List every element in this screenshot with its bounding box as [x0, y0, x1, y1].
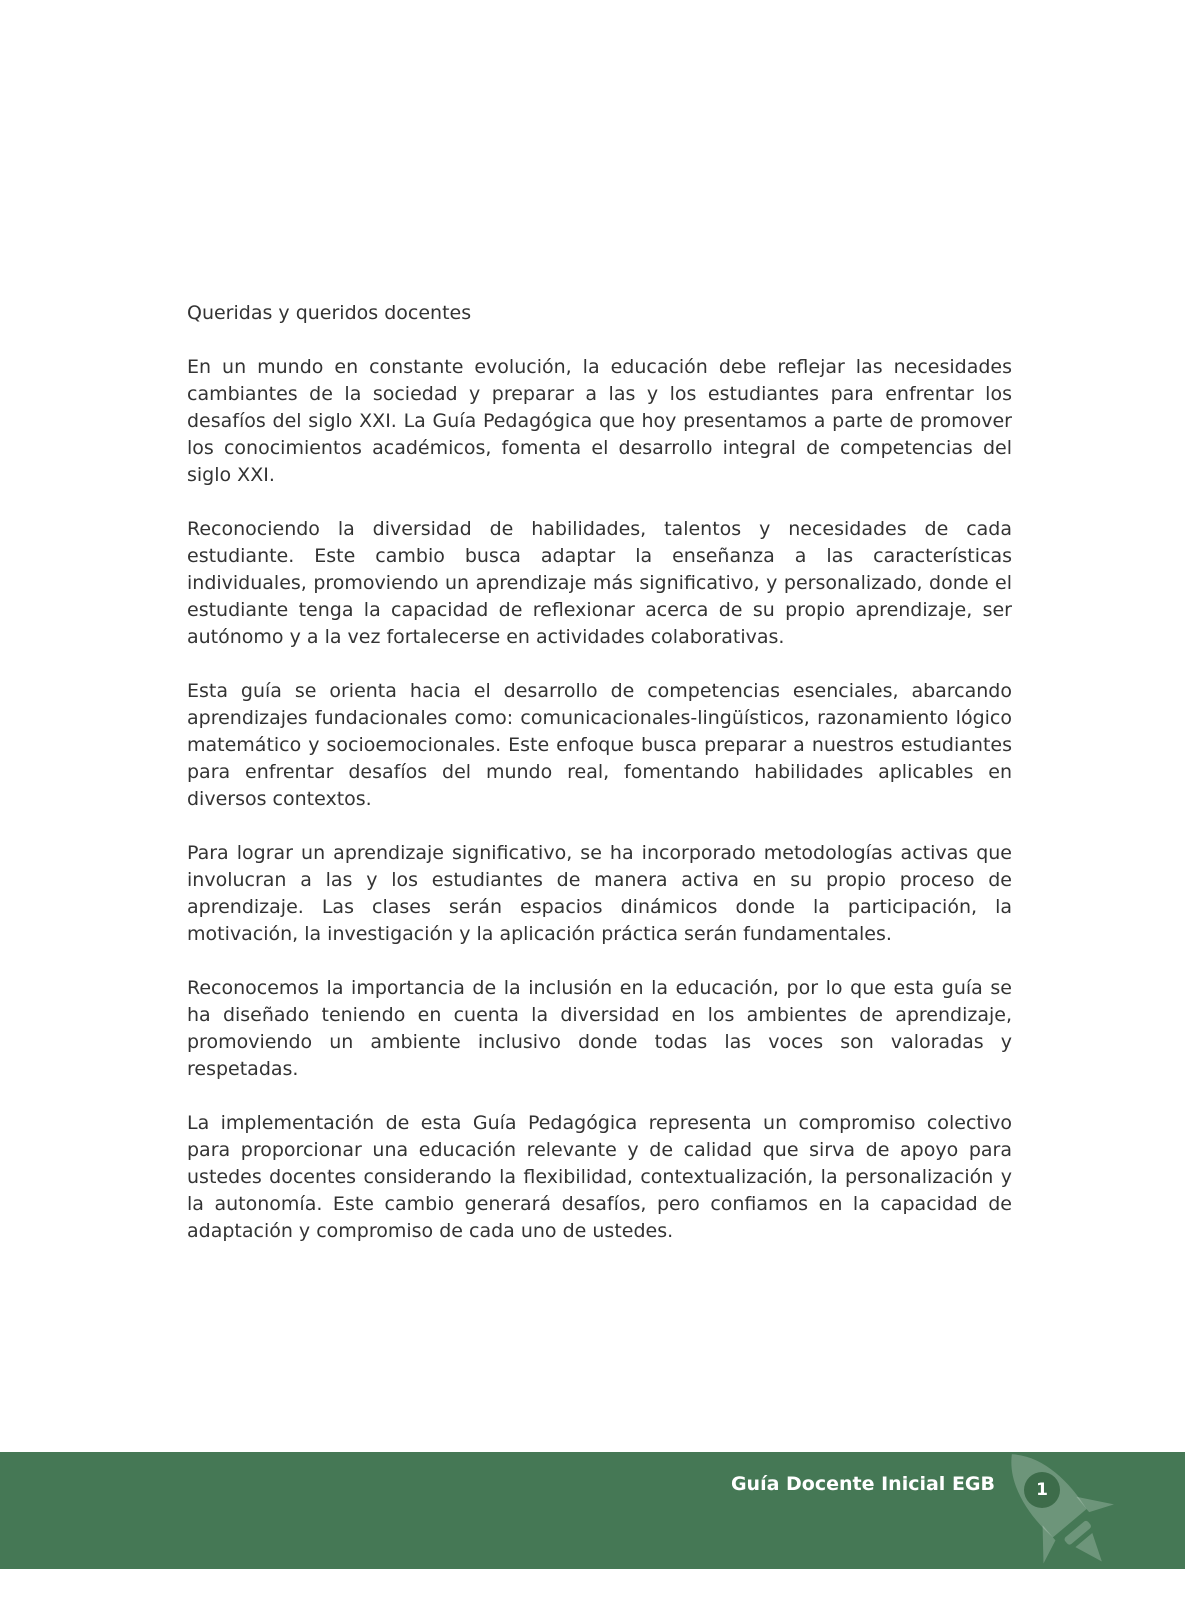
- paragraph: La implementación de esta Guía Pedagógica representa un compromiso colectivo para proporcionar una educación relevante y de calidad que sirva de apoyo para ustedes docentes considerando la flexibilidad, contextualización, la personalización y la autonomía. Este cambio generará desafíos, pero confiamos en la capacidad de adaptación y compromiso de cada uno de ustedes.: [187, 1112, 1012, 1242]
- rocket-icon: [990, 1452, 1140, 1569]
- paragraph: Reconociendo la diversidad de habilidades, talentos y necesidades de cada estudiante. Este cambio busca adaptar la enseñanza a las características individuales, promoviendo un aprendizaje más significativo, y personalizado, donde el estudiante tenga la capacidad de reflexionar acerca de su propio aprendizaje, ser autónomo y a la vez fortalecerse en actividades colaborativas.: [187, 518, 1012, 648]
- page-footer: [0, 1452, 1185, 1569]
- salutation: Queridas y queridos docentes: [187, 302, 472, 324]
- page-number: 1: [1024, 1472, 1060, 1508]
- paragraph: Esta guía se orienta hacia el desarrollo de competencias esenciales, abarcando aprendizajes fundacionales como: comunicacionales-lingüísticos, razonamiento lógico matemático y socioemocionales. Este enfoque busca preparar a nuestros estudiantes para enfrentar desafíos del mundo real, fomentando habilidades aplicables en diversos contextos.: [187, 680, 1012, 810]
- paragraph: Para lograr un aprendizaje significativo, se ha incorporado metodologías activas que involucran a las y los estudiantes de manera activa en su propio proceso de aprendizaje. Las clases serán espacios dinámicos donde la participación, la motivación, la investigación y la aplicación práctica serán fundamentales.: [187, 842, 1012, 945]
- letter-body: [187, 300, 1012, 1272]
- footer-title: Guía Docente Inicial EGB: [730, 1473, 995, 1495]
- paragraph: En un mundo en constante evolución, la educación debe reflejar las necesidades cambiantes de la sociedad y preparar a las y los estudiantes para enfrentar los desafíos del siglo XXI. La Guía Pedagógica que hoy presentamos a parte de promover los conocimientos académicos, fomenta el desarrollo integral de competencias del siglo XXI.: [187, 356, 1012, 486]
- paragraph: Reconocemos la importancia de la inclusión en la educación, por lo que esta guía se ha diseñado teniendo en cuenta la diversidad en los ambientes de aprendizaje, promoviendo un ambiente inclusivo donde todas las voces son valoradas y respetadas.: [187, 977, 1012, 1080]
